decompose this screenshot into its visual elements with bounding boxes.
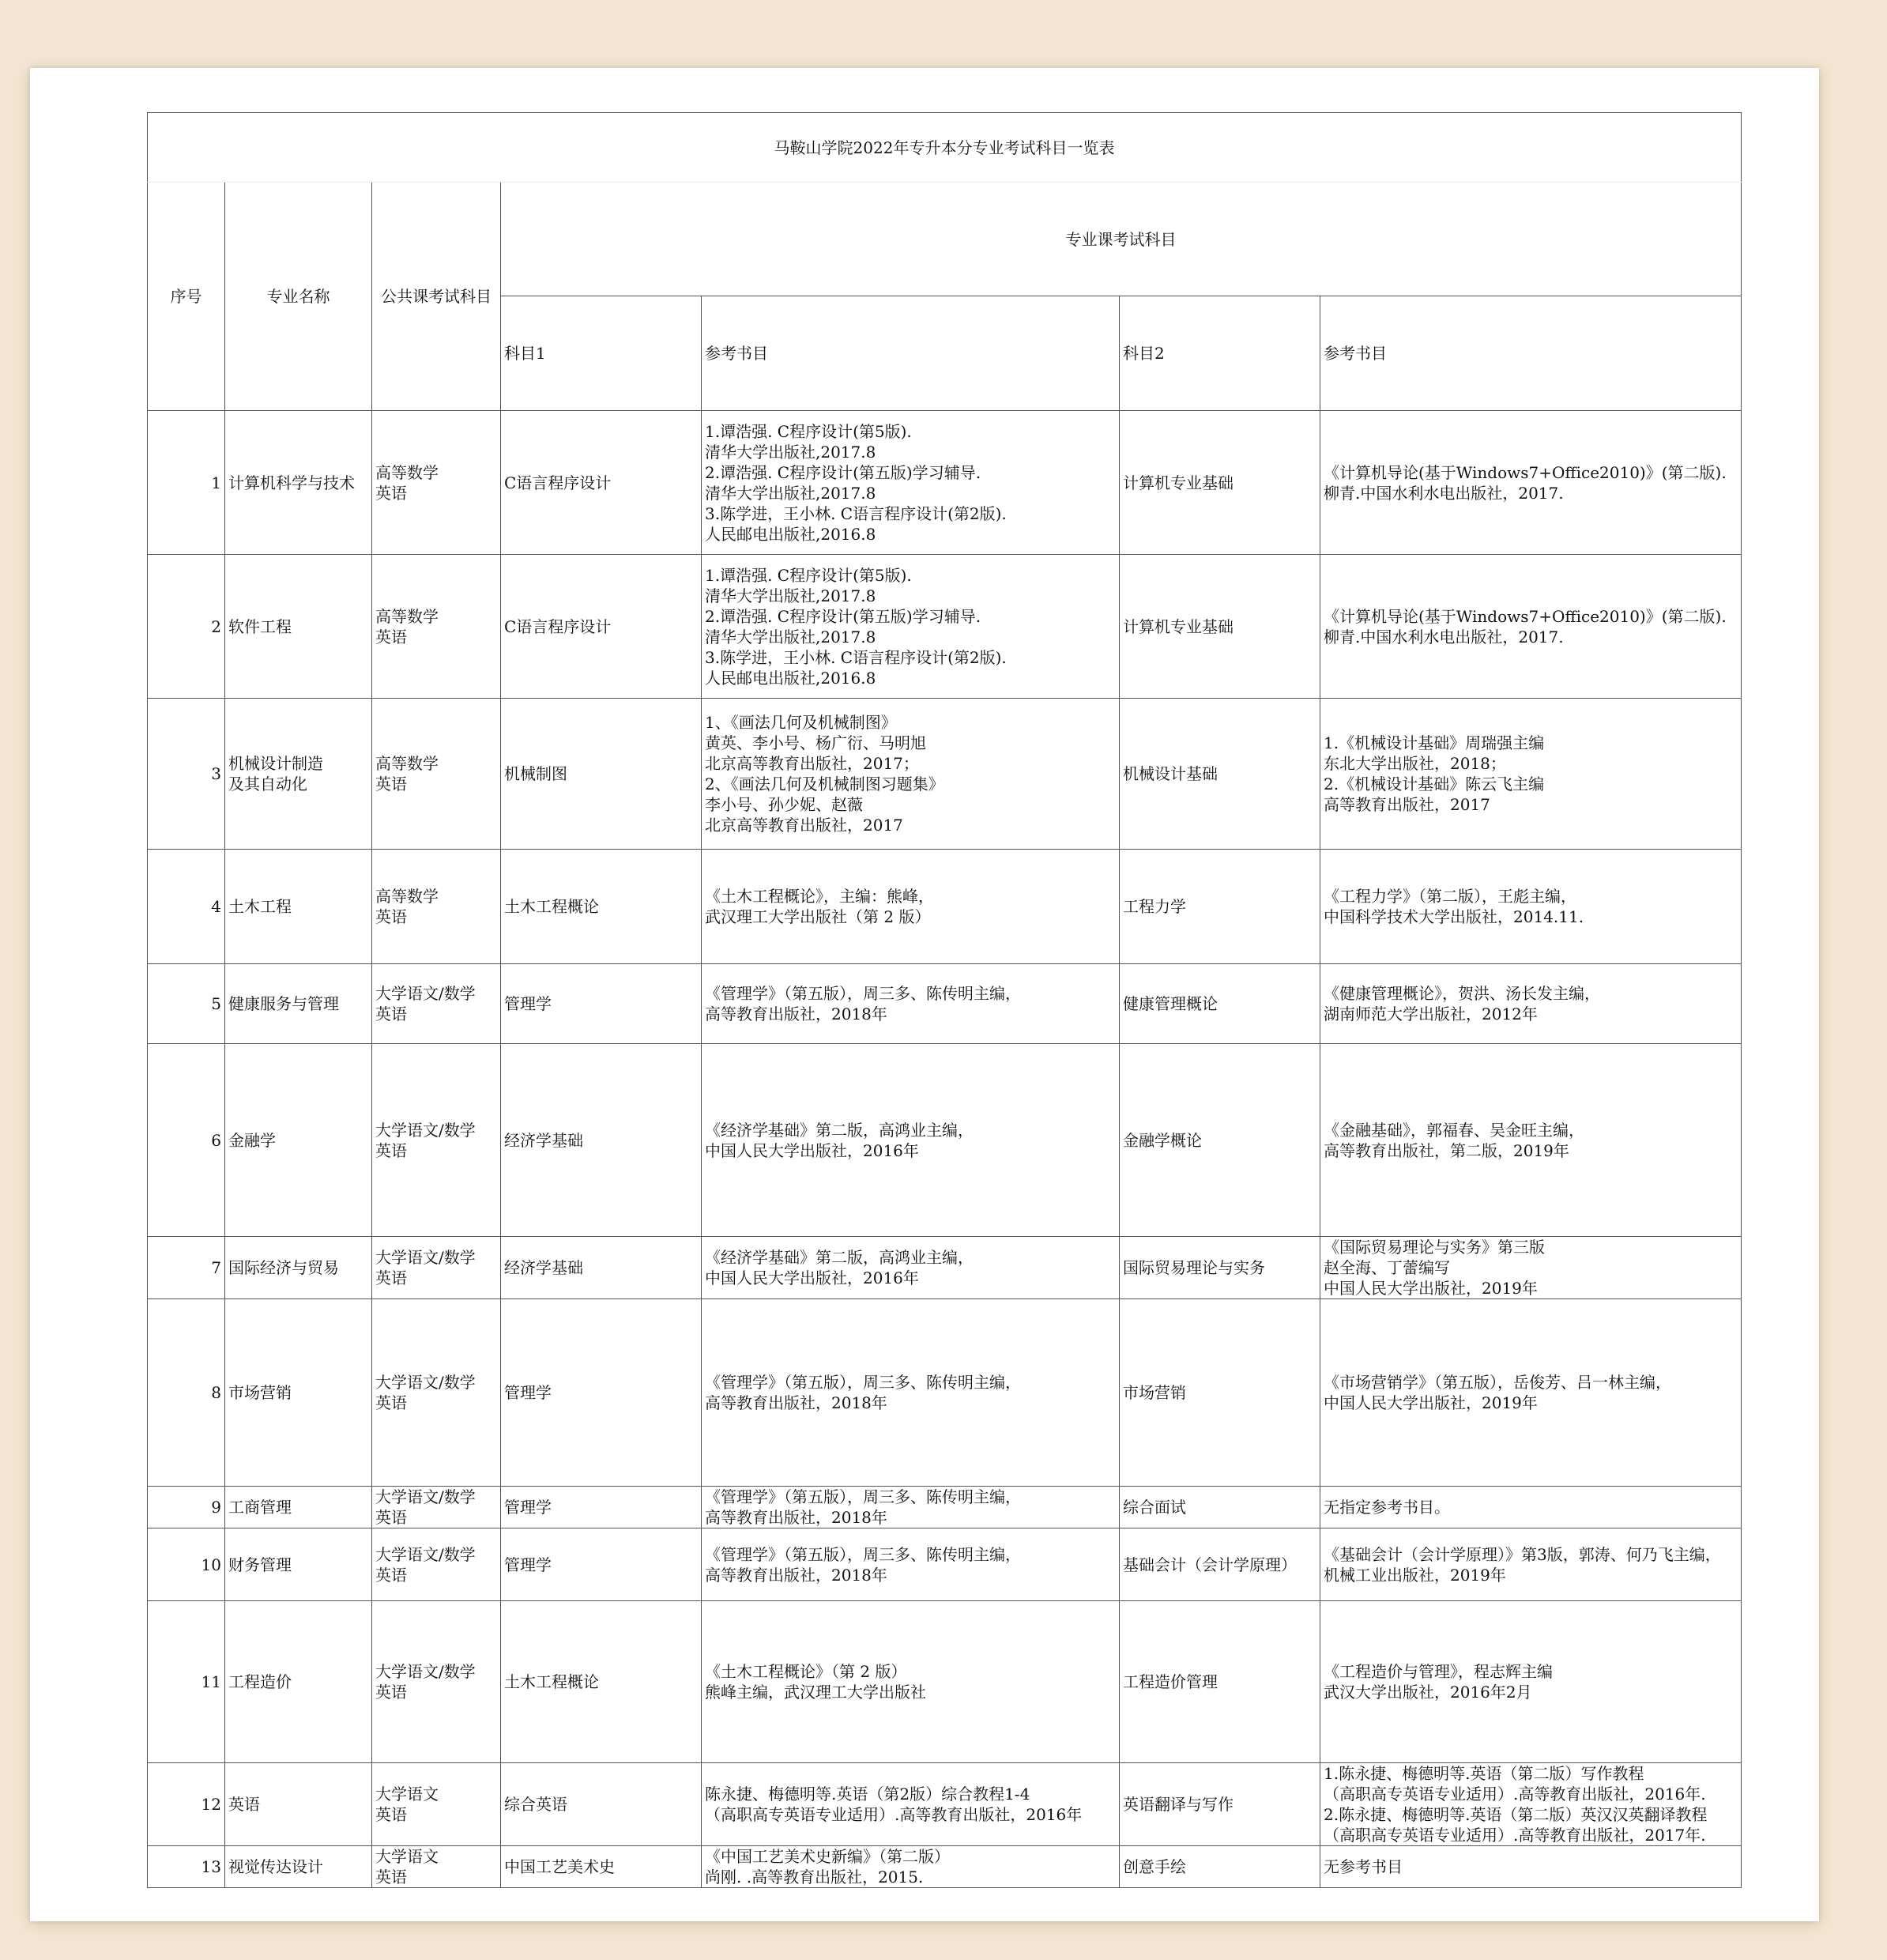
row-subject1: 管理学: [501, 1528, 702, 1601]
row-seq: 3: [148, 699, 225, 850]
table-row: [148, 1846, 1742, 1888]
row-ref1: 1.谭浩强. C程序设计(第5版). 清华大学出版社,2017.8 2.谭浩强. C程序设计(第五版)学习辅导. 清华大学出版社,2017.8 3.陈学进，王小林. C语言程序设计(第2版). 人民邮电出版社,2016.8: [702, 555, 1120, 699]
row-ref2: 《国际贸易理论与实务》第三版 赵全海、丁蕾编写 中国人民大学出版社，2019年: [1320, 1237, 1742, 1299]
row-public-subjects: 大学语文/数学 英语: [372, 964, 501, 1044]
header-public: 公共课考试科目: [372, 183, 501, 411]
row-public-subjects: 高等数学 英语: [372, 411, 501, 555]
row-major: 国际经济与贸易: [225, 1237, 372, 1299]
row-ref1: 《管理学》（第五版），周三多、陈传明主编， 高等教育出版社，2018年: [702, 1528, 1120, 1601]
row-subject1: 管理学: [501, 964, 702, 1044]
row-seq: 11: [148, 1601, 225, 1763]
table-row: [148, 411, 1742, 555]
row-subject1: C语言程序设计: [501, 555, 702, 699]
row-ref2: 《市场营销学》（第五版），岳俊芳、吕一林主编， 中国人民大学出版社，2019年: [1320, 1299, 1742, 1487]
page-title: 马鞍山学院2022年专升本分专业考试科目一览表: [148, 113, 1742, 183]
header-subject2: 科目2: [1120, 296, 1320, 411]
row-subject1: 土木工程概论: [501, 1601, 702, 1763]
row-subject2: 计算机专业基础: [1120, 555, 1320, 699]
table-row: [148, 1528, 1742, 1601]
header-professional: 专业课考试科目: [501, 183, 1742, 296]
row-subject1: 经济学基础: [501, 1237, 702, 1299]
row-public-subjects: 大学语文/数学 英语: [372, 1237, 501, 1299]
row-public-subjects: 大学语文 英语: [372, 1846, 501, 1888]
row-ref1: 《经济学基础》第二版，高鸿业主编， 中国人民大学出版社，2016年: [702, 1044, 1120, 1237]
row-subject1: 管理学: [501, 1299, 702, 1487]
row-ref2: 《计算机导论(基于Windows7+Office2010)》(第二版). 柳青.中国水利水电出版社，2017.: [1320, 411, 1742, 555]
row-subject2: 基础会计（会计学原理）: [1120, 1528, 1320, 1601]
row-ref1: 《管理学》（第五版），周三多、陈传明主编， 高等教育出版社，2018年: [702, 1299, 1120, 1487]
table-row: [148, 555, 1742, 699]
row-subject2: 英语翻译与写作: [1120, 1763, 1320, 1846]
row-subject2: 工程造价管理: [1120, 1601, 1320, 1763]
row-public-subjects: 大学语文 英语: [372, 1763, 501, 1846]
row-ref2: 1.《机械设计基础》周瑞强主编 东北大学出版社，2018； 2.《机械设计基础》陈云飞主编 高等教育出版社，2017: [1320, 699, 1742, 850]
row-subject2: 市场营销: [1120, 1299, 1320, 1487]
exam-subjects-table: [147, 112, 1742, 1888]
row-major: 金融学: [225, 1044, 372, 1237]
row-ref2: 《健康管理概论》，贺洪、汤长发主编， 湖南师范大学出版社，2012年: [1320, 964, 1742, 1044]
row-subject1: 管理学: [501, 1487, 702, 1528]
row-seq: 9: [148, 1487, 225, 1528]
row-subject2: 创意手绘: [1120, 1846, 1320, 1888]
table-row: [148, 1601, 1742, 1763]
header-ref2: 参考书目: [1320, 296, 1742, 411]
row-major: 英语: [225, 1763, 372, 1846]
row-major: 机械设计制造 及其自动化: [225, 699, 372, 850]
row-ref1: 《中国工艺美术史新编》（第二版） 尚刚. .高等教育出版社，2015.: [702, 1846, 1120, 1888]
row-subject1: 经济学基础: [501, 1044, 702, 1237]
row-public-subjects: 大学语文/数学 英语: [372, 1601, 501, 1763]
row-subject2: 国际贸易理论与实务: [1120, 1237, 1320, 1299]
row-public-subjects: 大学语文/数学 英语: [372, 1528, 501, 1601]
row-seq: 13: [148, 1846, 225, 1888]
row-ref1: 《土木工程概论》，主编：熊峰， 武汉理工大学出版社（第 2 版）: [702, 850, 1120, 964]
row-subject2: 机械设计基础: [1120, 699, 1320, 850]
row-ref2: 《金融基础》，郭福春、吴金旺主编， 高等教育出版社，第二版，2019年: [1320, 1044, 1742, 1237]
header-major: 专业名称: [225, 183, 372, 411]
row-major: 市场营销: [225, 1299, 372, 1487]
row-seq: 7: [148, 1237, 225, 1299]
row-subject2: 计算机专业基础: [1120, 411, 1320, 555]
table-row: [148, 699, 1742, 850]
row-major: 软件工程: [225, 555, 372, 699]
row-public-subjects: 大学语文/数学 英语: [372, 1299, 501, 1487]
row-major: 工商管理: [225, 1487, 372, 1528]
row-seq: 12: [148, 1763, 225, 1846]
table-row: [148, 1044, 1742, 1237]
row-subject1: 机械制图: [501, 699, 702, 850]
row-public-subjects: 高等数学 英语: [372, 699, 501, 850]
row-seq: 1: [148, 411, 225, 555]
row-subject1: 中国工艺美术史: [501, 1846, 702, 1888]
row-seq: 8: [148, 1299, 225, 1487]
row-ref2: 《基础会计（会计学原理）》第3版，郭涛、何乃飞主编， 机械工业出版社，2019年: [1320, 1528, 1742, 1601]
table-row: [148, 850, 1742, 964]
row-major: 工程造价: [225, 1601, 372, 1763]
row-ref1: 《经济学基础》第二版，高鸿业主编， 中国人民大学出版社，2016年: [702, 1237, 1120, 1299]
row-ref1: 1.谭浩强. C程序设计(第5版). 清华大学出版社,2017.8 2.谭浩强. C程序设计(第五版)学习辅导. 清华大学出版社,2017.8 3.陈学进，王小林. C语言程序设计(第2版). 人民邮电出版社,2016.8: [702, 411, 1120, 555]
row-seq: 5: [148, 964, 225, 1044]
table-row: [148, 1237, 1742, 1299]
table-row: [148, 1487, 1742, 1528]
table-row: [148, 1763, 1742, 1846]
row-seq: 2: [148, 555, 225, 699]
row-ref2: 《工程造价与管理》，程志辉主编 武汉大学出版社，2016年2月: [1320, 1601, 1742, 1763]
header-seq: 序号: [148, 183, 225, 411]
row-ref1: 陈永捷、梅德明等.英语（第2版）综合教程1-4 （高职高专英语专业适用）.高等教育出版社，2016年: [702, 1763, 1120, 1846]
row-ref2: 无指定参考书目。: [1320, 1487, 1742, 1528]
row-public-subjects: 大学语文/数学 英语: [372, 1487, 501, 1528]
row-ref2: 无参考书目: [1320, 1846, 1742, 1888]
header-subject1: 科目1: [501, 296, 702, 411]
table-row: [148, 964, 1742, 1044]
row-ref1: 1、《画法几何及机械制图》 黄英、李小号、杨广衍、马明旭 北京高等教育出版社，2017； 2、《画法几何及机械制图习题集》 李小号、孙少妮、赵薇 北京高等教育出版社，2017: [702, 699, 1120, 850]
row-subject2: 金融学概论: [1120, 1044, 1320, 1237]
row-ref2: 《计算机导论(基于Windows7+Office2010)》(第二版). 柳青.中国水利水电出版社，2017.: [1320, 555, 1742, 699]
row-ref2: 1.陈永捷、梅德明等.英语（第二版）写作教程 （高职高专英语专业适用）.高等教育出版社，2016年. 2.陈永捷、梅德明等.英语（第二版）英汉汉英翻译教程 （高职高专英语专业适用）.高等教育出版社，2017年.: [1320, 1763, 1742, 1846]
row-subject1: C语言程序设计: [501, 411, 702, 555]
row-ref1: 《土木工程概论》（第 2 版） 熊峰主编，武汉理工大学出版社: [702, 1601, 1120, 1763]
table-row: [148, 1299, 1742, 1487]
row-subject2: 健康管理概论: [1120, 964, 1320, 1044]
row-ref1: 《管理学》（第五版），周三多、陈传明主编， 高等教育出版社，2018年: [702, 1487, 1120, 1528]
row-major: 健康服务与管理: [225, 964, 372, 1044]
row-subject2: 工程力学: [1120, 850, 1320, 964]
row-public-subjects: 高等数学 英语: [372, 555, 501, 699]
row-public-subjects: 大学语文/数学 英语: [372, 1044, 501, 1237]
row-major: 视觉传达设计: [225, 1846, 372, 1888]
header-ref1: 参考书目: [702, 296, 1120, 411]
row-major: 财务管理: [225, 1528, 372, 1601]
row-subject1: 土木工程概论: [501, 850, 702, 964]
row-ref1: 《管理学》（第五版），周三多、陈传明主编， 高等教育出版社，2018年: [702, 964, 1120, 1044]
row-public-subjects: 高等数学 英语: [372, 850, 501, 964]
row-ref2: 《工程力学》（第二版），王彪主编， 中国科学技术大学出版社，2014.11.: [1320, 850, 1742, 964]
row-seq: 10: [148, 1528, 225, 1601]
row-subject1: 综合英语: [501, 1763, 702, 1846]
row-seq: 4: [148, 850, 225, 964]
row-major: 计算机科学与技术: [225, 411, 372, 555]
row-major: 土木工程: [225, 850, 372, 964]
row-seq: 6: [148, 1044, 225, 1237]
row-subject2: 综合面试: [1120, 1487, 1320, 1528]
